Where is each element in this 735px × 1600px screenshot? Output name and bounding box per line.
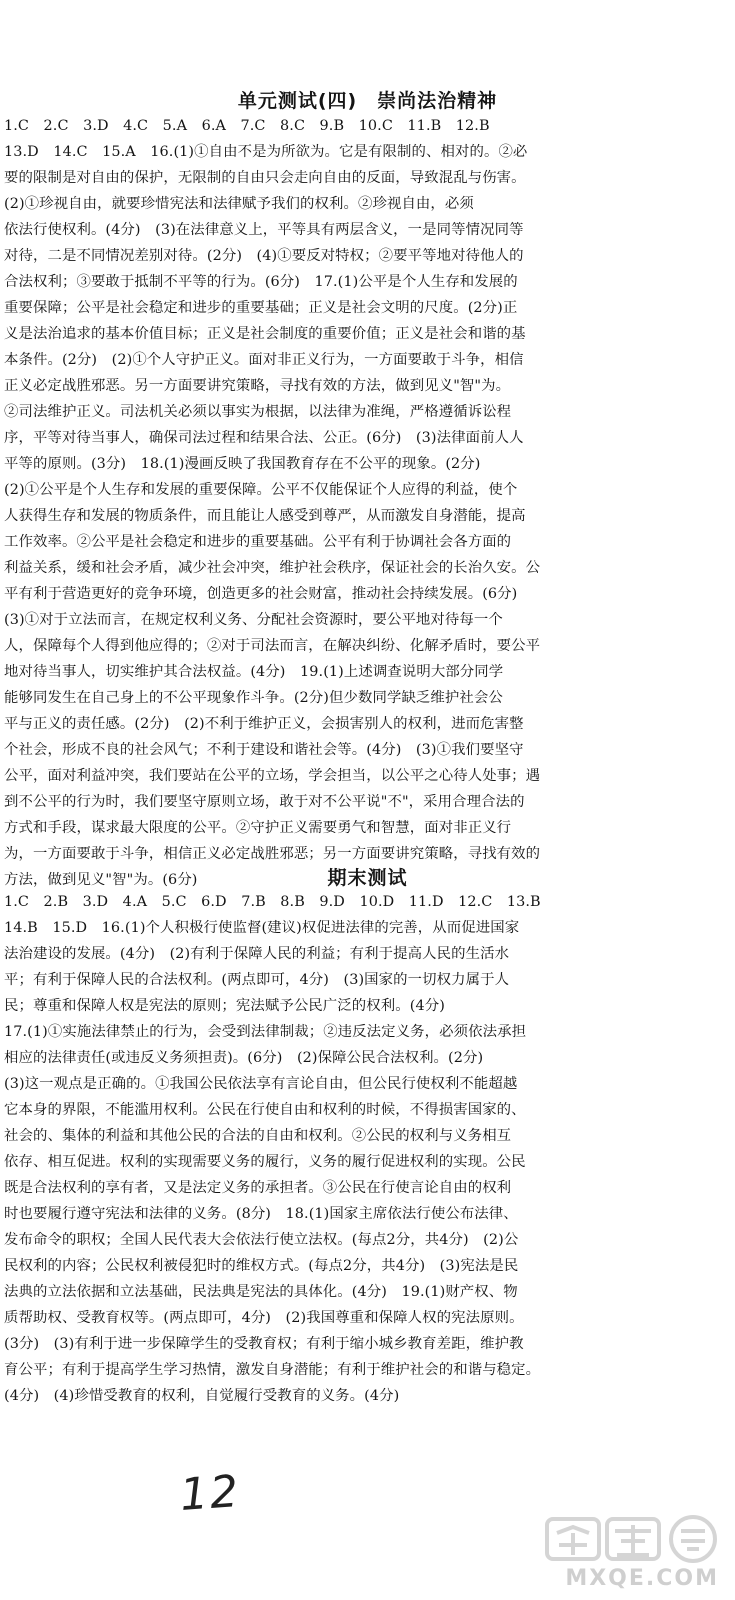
watermark-logo-icon xyxy=(545,1515,725,1565)
answer-line: 民权利的内容；公民权利被侵犯时的维权方式。(每点2分，共4分) (3)宪法是民 xyxy=(4,1258,519,1274)
answer-line: 重要保障；公平是社会稳定和进步的重要基础；正义是社会文明的尺度。(2分)正 xyxy=(4,300,518,316)
answer-line: 正义必定战胜邪恶。另一方面要讲究策略，寻找有效的方法，做到见义"智"为。 xyxy=(4,378,511,394)
answer-line: 对待，二是不同情况差别对待。(2分) (4)①要反对特权；②要平等地对待他人的 xyxy=(4,248,524,264)
answer-line: 依法行使权利。(4分) (3)在法律意义上，平等具有两层含义，一是同等情况同等 xyxy=(4,222,524,238)
answer-line: 社会的、集体的利益和其他公民的合法的自由和权利。②公民的权利与义务相互 xyxy=(4,1128,512,1144)
answer-line: 发布命令的职权；全国人民代表大会依法行使立法权。(每点2分，共4分) (2)公 xyxy=(4,1232,519,1248)
answer-line: (2)①公平是个人生存和发展的重要保障。公平不仅能保证个人应得的利益，使个 xyxy=(4,482,518,498)
answer-line: 人，保障每个人得到他应得的；②对于司法而言，在解决纠纷、化解矛盾时，要公平 xyxy=(4,638,541,654)
answer-line: 平与正义的责任感。(2分) (2)不利于维护正义，会损害别人的权利，进而危害整 xyxy=(4,716,524,732)
answer-line: 能够同发生在自己身上的不公平现象作斗争。(2分)但少数同学缺乏维护社会公 xyxy=(4,690,503,706)
answer-line: 14.B 15.D 16.(1)个人积极行使监督(建议)权促进法律的完善，从而促进国家 xyxy=(4,920,520,936)
answer-line: 育公平；有利于提高学生学习热情，激发自身潜能；有利于维护社会的和谐与稳定。 xyxy=(4,1362,541,1378)
handwritten-page-number: 12 xyxy=(178,1465,242,1522)
answer-line: 平；有利于保障人民的合法权利。(两点即可，4分) (3)国家的一切权力属于人 xyxy=(4,972,510,988)
answer-line: 平等的原则。(3分) 18.(1)漫画反映了我国教育存在不公平的现象。(2分) xyxy=(4,456,481,472)
answer-line: (3)①对于立法而言，在规定权利义务、分配社会资源时，要公平地对待每一个 xyxy=(4,612,503,628)
answer-line: 利益关系，缓和社会矛盾，减少社会冲突，维护社会秩序，保证社会的长治久安。公 xyxy=(4,560,541,576)
watermark xyxy=(545,1515,725,1593)
answer-line: 13.D 14.C 15.A 16.(1)①自由不是为所欲为。它是有限制的、相对的。②必 xyxy=(4,144,528,160)
answer-line: 17.(1)①实施法律禁止的行为，会受到法律制裁；②违反法定义务，必须依法承担 xyxy=(4,1024,527,1040)
answer-line: 法治建设的发展。(4分) (2)有利于保障人民的利益；有利于提高人民的生活水 xyxy=(4,946,510,962)
answer-line: (2)①珍视自由，就要珍惜宪法和法律赋予我们的权利。②珍视自由，必须 xyxy=(4,196,474,212)
answer-line: 个社会，形成不良的社会风气；不利于建设和谐社会等。(4分) (3)①我们要坚守 xyxy=(4,742,524,758)
final-test-answers xyxy=(4,889,732,1409)
answer-line: 既是合法权利的享有者，又是法定义务的承担者。③公民在行使言论自由的权利 xyxy=(4,1180,512,1196)
answer-line: 1.C 2.C 3.D 4.C 5.A 6.A 7.C 8.C 9.B 10.C 11.B 12.B xyxy=(4,118,490,134)
watermark-url: MXQE.COM xyxy=(565,1566,719,1591)
answer-line: 义是法治追求的基本价值目标；正义是社会制度的重要价值；正义是社会和谐的基 xyxy=(4,326,526,342)
unit-test-title: 单元测试(四) 崇尚法治精神 xyxy=(237,90,498,112)
answer-line: 方法，做到见义"智"为。(6分) xyxy=(4,872,198,888)
answer-line: 序，平等对待当事人，确保司法过程和结果合法、公正。(6分) (3)法律面前人人 xyxy=(4,430,524,446)
answer-line: (4分) (4)珍惜受教育的权利，自觉履行受教育的义务。(4分) xyxy=(4,1388,400,1404)
answer-line: (3)这一观点是正确的。①我国公民依法享有言论自由，但公民行使权利不能超越 xyxy=(4,1076,518,1092)
answer-line: 公平，面对利益冲突，我们要站在公平的立场，学会担当，以公平之心待人处事；遇 xyxy=(4,768,541,784)
answer-line: 工作效率。②公平是社会稳定和进步的重要基础。公平有利于协调社会各方面的 xyxy=(4,534,512,550)
answer-line: 本条件。(2分) (2)①个人守护正义。面对非正义行为，一方面要敢于斗争，相信 xyxy=(4,352,524,368)
answer-line: (3分) (3)有利于进一步保障学生的受教育权；有利于缩小城乡教育差距，维护教 xyxy=(4,1336,524,1352)
answer-line: 质帮助权、受教育权等。(两点即可，4分) (2)我国尊重和保障人权的宪法原则。 xyxy=(4,1310,524,1326)
answer-line: 人获得生存和发展的物质条件，而且能让人感受到尊严，从而激发自身潜能，提高 xyxy=(4,508,526,524)
answer-line: 民；尊重和保障人权是宪法的原则；宪法赋予公民广泛的权利。(4分) xyxy=(4,998,445,1014)
answer-line: 为，一方面要敢于斗争，相信正义必定战胜邪恶；另一方面要讲究策略，寻找有效的 xyxy=(4,846,541,862)
final-test-title: 期末测试 xyxy=(327,867,408,889)
answer-line: 地对待当事人，切实维护其合法权益。(4分) 19.(1)上述调查说明大部分同学 xyxy=(4,664,504,680)
answer-line: 合法权利；③要敢于抵制不平等的行为。(6分) 17.(1)公平是个人生存和发展的 xyxy=(4,274,518,290)
answer-line: 依存、相互促进。权利的实现需要义务的履行，义务的履行促进权利的实现。公民 xyxy=(4,1154,526,1170)
answer-line: 相应的法律责任(或违反义务须担责)。(6分) (2)保障公民合法权利。(2分) xyxy=(4,1050,484,1066)
answer-line: 1.C 2.B 3.D 4.A 5.C 6.D 7.B 8.B 9.D 10.D 11.D 12.C 13.B xyxy=(4,894,541,910)
answer-line: 时也要履行遵守宪法和法律的义务。(8分) 18.(1)国家主席依法行使公布法律、 xyxy=(4,1206,518,1222)
answer-line: ②司法维护正义。司法机关必须以事实为根据，以法律为准绳，严格遵循诉讼程 xyxy=(4,404,512,420)
answer-line: 法典的立法依据和立法基础，民法典是宪法的具体化。(4分) 19.(1)财产权、物 xyxy=(4,1284,518,1300)
answer-line: 到不公平的行为时，我们要坚守原则立场，敢于对不公平说"不"，采用合理合法的 xyxy=(4,794,525,810)
answer-line: 要的限制是对自由的保护，无限制的自由只会走向自由的反面，导致混乱与伤害。 xyxy=(4,170,526,186)
answer-line: 它本身的界限，不能滥用权利。公民在行使自由和权利的时候，不得损害国家的、 xyxy=(4,1102,526,1118)
answer-line: 方式和手段，谋求最大限度的公平。②守护正义需要勇气和智慧，面对非正义行 xyxy=(4,820,512,836)
unit-test-answers xyxy=(4,113,732,893)
answer-line: 平有利于营造更好的竞争环境，创造更多的社会财富，推动社会持续发展。(6分) xyxy=(4,586,518,602)
